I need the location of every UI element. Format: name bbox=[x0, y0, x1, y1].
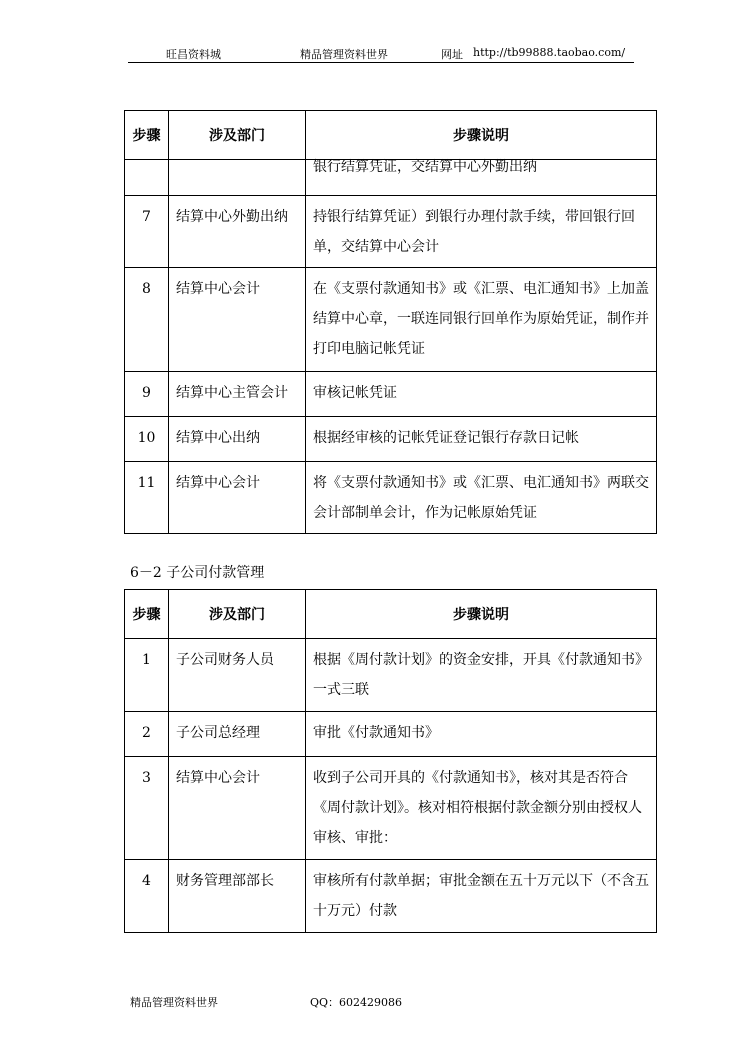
step-number: 8 bbox=[142, 281, 151, 297]
page-header bbox=[128, 46, 634, 63]
col-header-step: 步骤 bbox=[125, 590, 169, 639]
step-description: 审核记帐凭证 bbox=[313, 385, 397, 401]
step-number: 1 bbox=[142, 652, 151, 668]
col-header-dept: 涉及部门 bbox=[169, 111, 306, 160]
step-description: 审批《付款通知书》 bbox=[313, 725, 439, 741]
table-row bbox=[125, 639, 657, 712]
header-left-text: 旺昌资料城 bbox=[166, 48, 221, 61]
table-row bbox=[125, 417, 657, 462]
table-header-row bbox=[125, 111, 657, 160]
step-description: 根据经审核的记帐凭证登记银行存款日记帐 bbox=[313, 430, 579, 446]
step-description: 将《支票付款通知书》或《汇票、电汇通知书》两联交会计部制单会计，作为记帐原始凭证 bbox=[313, 475, 649, 521]
table-row bbox=[125, 462, 657, 534]
table-row bbox=[125, 712, 657, 757]
step-number: 10 bbox=[137, 430, 156, 446]
step-description: 审核所有付款单据；审批金额在五十万元以下（不含五十万元）付款 bbox=[313, 873, 649, 919]
step-number: 11 bbox=[137, 475, 156, 491]
table-row bbox=[125, 757, 657, 860]
table-row bbox=[125, 372, 657, 417]
header-center-text: 精品管理资料世界 bbox=[300, 48, 388, 61]
footer-qq: QQ：602429086 bbox=[310, 996, 403, 1009]
header-url-label: 网址 bbox=[441, 48, 463, 61]
step-number: 3 bbox=[142, 770, 151, 786]
department: 结算中心外勤出纳 bbox=[176, 209, 288, 225]
department: 结算中心主管会计 bbox=[176, 385, 288, 401]
department: 结算中心会计 bbox=[176, 770, 260, 786]
footer-left-text: 精品管理资料世界 bbox=[130, 996, 218, 1009]
department: 财务管理部部长 bbox=[176, 873, 274, 889]
col-header-desc: 步骤说明 bbox=[306, 590, 657, 639]
table-row bbox=[125, 160, 657, 196]
step-number: 4 bbox=[142, 873, 151, 889]
step-number: 7 bbox=[142, 209, 151, 225]
col-header-dept: 涉及部门 bbox=[169, 590, 306, 639]
section-title: 6－2 子公司付款管理 bbox=[130, 565, 265, 581]
steps-table-2 bbox=[124, 589, 657, 933]
step-description: 根据《周付款计划》的资金安排，开具《付款通知书》一式三联 bbox=[313, 652, 649, 698]
steps-table-1 bbox=[124, 110, 657, 534]
department: 结算中心出纳 bbox=[176, 430, 260, 446]
table-row bbox=[125, 268, 657, 372]
step-description: 银行结算凭证，交结算中心外勤出纳 bbox=[306, 160, 657, 196]
department bbox=[169, 160, 306, 196]
department: 结算中心会计 bbox=[176, 281, 260, 297]
step-number: 2 bbox=[142, 725, 151, 741]
step-description: 收到子公司开具的《付款通知书》，核对其是否符合《周付款计划》。核对相符根据付款金额分别由授权人审核、审批： bbox=[313, 770, 642, 846]
header-url[interactable]: http://tb99888.taobao.com/ bbox=[473, 46, 626, 59]
step-number: 9 bbox=[142, 385, 151, 401]
department: 子公司财务人员 bbox=[176, 652, 274, 668]
table-row bbox=[125, 196, 657, 268]
step-description: 持银行结算凭证）到银行办理付款手续，带回银行回单，交结算中心会计 bbox=[313, 209, 635, 255]
department: 子公司总经理 bbox=[176, 725, 260, 741]
table-row bbox=[125, 860, 657, 933]
department: 结算中心会计 bbox=[176, 475, 260, 491]
step-number bbox=[125, 160, 169, 196]
col-header-step: 步骤 bbox=[125, 111, 169, 160]
table-header-row bbox=[125, 590, 657, 639]
step-description: 在《支票付款通知书》或《汇票、电汇通知书》上加盖结算中心章，一联连同银行回单作为原始凭证，制作并打印电脑记帐凭证 bbox=[313, 281, 649, 357]
col-header-desc: 步骤说明 bbox=[306, 111, 657, 160]
